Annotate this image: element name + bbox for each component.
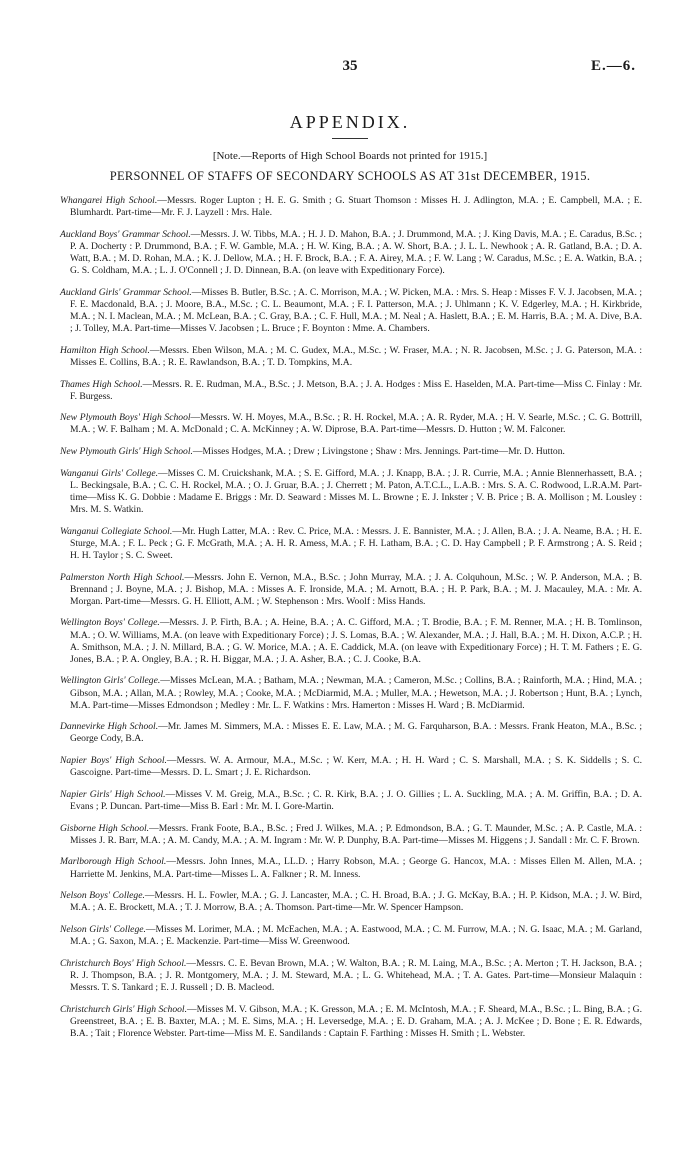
- staff-text: —Messrs. Eben Wilson, M.A. ; M. C. Gudex, M.A., M.Sc. ; W. Fraser, M.A. ; N. R. Jacobsen, M.Sc. ; J. G. Paterson, M.A. : Misses E. Collins, B.A. ; R. E. Rawlandson, B.A. ; T. D. Tompkins, M.A.: [70, 344, 642, 368]
- school-entry: [60, 924, 642, 948]
- school-name: Whangarei High School.: [60, 195, 158, 206]
- school-entry: [60, 823, 642, 847]
- staff-text: —Misses V. M. Greig, M.A., B.Sc. ; C. R. Kirk, B.A. ; J. O. Gillies ; L. A. Suckling, M.A. ; A. M. Griffin, B.A. ; D. A. Evans ; P. Duncan. Part-time—Miss B. Earl : Mr. M. I. Gore-Martin.: [70, 788, 642, 812]
- school-entry: [60, 572, 642, 608]
- staff-text: —Mr. James M. Simmers, M.A. : Misses E. E. Law, M.A. ; M. G. Farquharson, B.A. : Messrs. Frank Heaton, M.A., B.Sc. ; George Cody, B.A.: [70, 721, 642, 745]
- school-entry: [60, 721, 642, 745]
- school-name: Auckland Girls' Grammar School.: [60, 286, 192, 298]
- staff-text: —Misses Hodges, M.A. ; Drew ; Livingstone ; Shaw : Mrs. Jennings. Part-time—Mr. D. Hutton.: [192, 446, 565, 458]
- school-entry: [60, 195, 642, 219]
- school-entry: [60, 468, 642, 516]
- staff-text: —Messrs. W. A. Armour, M.A., M.Sc. ; W. Kerr, M.A. ; H. H. Ward ; C. S. Marshall, M.A. ; S. K. Siddells ; S. C. Gascoigne. Part-time—Messrs. D. L. Smart ; J. E. Richardson.: [70, 755, 642, 779]
- staff-text: —Misses C. M. Cruickshank, M.A. ; S. E. Gifford, M.A. ; J. Knapp, B.A. ; J. R. Currie, M.A. ; Annie Blennerhassett, B.A. ; L. Beckingsale, B.A. ; C. C. H. Rockel, M.A. ; O. J. Gruar, B.A. ; J. Cherrett ; M. Paton, A.T.C.L., L.A.B. : Mrs. S. A. C. Rodwood, L.R.A.M. Part-time—Miss K. G. Dobbie : Madame E. Briggs : Mr. D. Seaward : Misses M. L. Browne ; E. J. Inkster ; V. B. Price ; B. A. Mollison ; M. Lousley : Mrs. M. S. Watkin.: [70, 467, 642, 516]
- school-name: Wellington Boys' College.: [60, 617, 160, 629]
- staff-text: —Messrs. H. L. Fowler, M.A. ; G. J. Lancaster, M.A. ; C. H. Broad, B.A. ; J. G. McKay, B.A. ; H. P. Kidson, M.A. ; J. W. Bird, M.A. ; A. E. Brockett, M.A. ; T. J. Morrow, B.A. ; A. Thomson. Part-time—Mr. W. Spencer Hampson.: [70, 890, 642, 914]
- staff-text: —Messrs. John Innes, M.A., LL.D. ; Harry Robson, M.A. ; George G. Hancox, M.A. : Misses Ellen M. Allen, M.A. ; Harriette M. Jenkins, M.A. Part-time—Misses L. A. Falkner ; R. M. Inness.: [70, 856, 643, 880]
- school-entry: [60, 229, 642, 277]
- school-name: Dannevirke High School.: [60, 721, 159, 733]
- school-name: Nelson Girls' College.: [60, 924, 146, 935]
- school-name: Napier Boys' High School.: [60, 755, 167, 767]
- staff-text: —Mr. Hugh Latter, M.A. : Rev. C. Price, M.A. : Messrs. J. E. Bannister, M.A. ; J. Allen, B.A. ; J. A. Neame, B.A. ; H. E. Sturge, M.A. ; F. L. Peck ; G. F. McGrath, M.A. ; A. H. R. Amess, M.A. ; F. H. Latham, B.A. ; C. D. Hay Campbell ; P. F. Armstrong ; A. S. Reid ; H. H. Taylor ; S. C. Sweet.: [70, 525, 642, 561]
- school-entry: [60, 789, 642, 813]
- school-name: Wanganui Collegiate School.: [60, 525, 173, 537]
- staff-text: —Messrs. W. H. Moyes, M.A., B.Sc. ; R. H. Rockel, M.A. ; A. R. Ryder, M.A. ; H. V. Searle, M.Sc. ; C. G. Bottrill, M.A. ; W. F. Balham ; M. A. McDonald ; C. A. McKinney ; A. W. Diprose, B.A. Part-time—Messrs. D. Hutton ; W. M. Falconer.: [70, 412, 643, 436]
- staff-text: —Messrs. R. E. Rudman, M.A., B.Sc. ; J. Metson, B.A. ; J. A. Hodges : Miss E. Haselden, M.A. Part-time—Miss C. Finlay : Mr. F. Burgess.: [70, 378, 642, 402]
- school-name: New Plymouth Girls' High School.: [60, 446, 193, 458]
- staff-text: —Messrs. J. P. Firth, B.A. ; A. Heine, B.A. ; A. C. Gifford, M.A. ; T. Brodie, B.A. ; F. M. Renner, M.A. ; H. B. Tomlinson, M.A. ; O. W. Williams, M.A. (on leave with Expeditionary Force) ; J. S. Lomas, B.A. ; W. Alexander, M.A. ; J. Hall, B.A. ; M. H. Dixon, A.C.P. ; H. A. Smithson, M.A. ; J. N. Millard, B.A. ; G. W. Morice, M.A. ; A. E. Caddick, M.A. (on leave with Expeditionary Force) ; H. T. M. Fathers ; E. G. Jones, B.A. ; P. A. Ongley, B.A. ; R. H. Biggar, M.A. ; J. A. Asher, B.A. ; C. J. Cooke, B.A.: [70, 617, 642, 665]
- school-entry: [60, 755, 642, 779]
- staff-text: —Misses M. Lorimer, M.A. ; M. McEachen, M.A. ; A. Eastwood, M.A. ; C. M. Furrow, M.A. ; N. G. Isaac, M.A. ; M. Garland, M.A. ; G. Saxon, M.A. ; E. Mackenzie. Part-time—Miss W. Greenwood.: [70, 924, 642, 948]
- title-rule: [332, 138, 368, 139]
- school-name: New Plymouth Boys' High School: [60, 412, 191, 424]
- school-entry: [60, 890, 642, 914]
- staff-text: —Misses M. V. Gibson, M.A. ; K. Gresson, M.A. ; E. M. McIntosh, M.A. ; F. Sheard, M.A., B.Sc. ; L. Bing, B.A. ; G. Greenstreet, B.A. ; E. B. Baxter, M.A. ; M. E. Sims, M.A. ; H. Leversedge, M.A. ; E. D. Graham, M.A. ; A. J. McKee ; D. Bone ; E. R. Edwards, B.A. ; Tait ; Florence Webster. Part-time—Miss M. E. Sandilands : Captain F. Farthing : Misses H. Smith ; L. Webster.: [70, 1003, 642, 1039]
- school-entry: [60, 345, 642, 369]
- page-title: APPENDIX.: [289, 112, 411, 132]
- school-name: Palmerston North High School.: [60, 571, 185, 583]
- staff-text: —Messrs. J. W. Tibbs, M.A. ; H. J. D. Mahon, B.A. ; J. Drummond, M.A. ; J. King Davis, M.A. ; E. Caradus, B.Sc. ; P. A. Docherty : P. Drummond, B.A. ; F. W. Gamble, M.A. ; H. W. King, B.A. ; A. W. Short, B.A. ; J. L. L. Newhook ; A. R. Gatland, B.A. ; D. A. Watt, B.A. ; M. D. Rohan, M.A. ; K. J. Dellow, M.A. ; H. F. Brock, B.A. ; F. A. Airey, M.A. ; F. W. Lang ; W. Caradus, M.Sc. ; E. A. Watkin, B.A. ; G. S. Coldham, M.A. ; L. J. O'Connell ; J. D. Dinnean, B.A. (on leave with Expeditionary Force).: [70, 228, 643, 277]
- staff-list: [60, 195, 642, 1046]
- school-entry: [60, 379, 642, 403]
- school-entry: [60, 1004, 642, 1040]
- school-entry: [60, 617, 642, 665]
- page-number: 35: [342, 58, 358, 74]
- staff-text: —Messrs. C. E. Bevan Brown, M.A. ; W. Walton, B.A. ; R. M. Laing, M.A., B.Sc. ; A. Merton ; T. H. Jackson, B.A. ; R. J. Thompson, B.A. ; J. R. Montgomery, M.A. ; J. M. Steward, M.A. ; L. G. Whitehead, M.A. ; T. A. Gates. Part-time—Monsieur Malaquin : Messrs. T. S. Tankard ; E. J. Russell ; D. B. Macleod.: [70, 957, 642, 993]
- school-entry: [60, 287, 642, 335]
- school-entry: [60, 856, 642, 880]
- school-name: Christchurch Boys' High School.: [60, 957, 187, 969]
- school-name: Wellington Girls' College.: [60, 675, 161, 687]
- school-entry: [60, 526, 642, 562]
- school-name: Napier Girls' High School.: [60, 788, 166, 800]
- school-name: Gisborne High School.: [60, 822, 150, 834]
- school-name: Christchurch Girls' High School.: [60, 1003, 187, 1015]
- page-reference: E.—6.: [590, 58, 636, 74]
- school-name: Nelson Boys' College.: [60, 890, 145, 902]
- school-name: Marlborough High School.: [60, 856, 167, 868]
- section-heading: PERSONNEL OF STAFFS OF SECONDARY SCHOOLS AS AT 31st DECEMBER, 1915.: [109, 169, 591, 183]
- school-entry: [60, 675, 642, 711]
- school-name: Hamilton High School.: [60, 344, 150, 356]
- staff-text: —Misses McLean, M.A. ; Batham, M.A. ; Newman, M.A. ; Cameron, M.Sc. ; Collins, B.A. ; Rainforth, M.A. ; Hind, M.A. ; Gibson, M.A. ; Allan, M.A. ; Rowley, M.A. ; Cooke, M.A. ; McDiarmid, M.A. ; Muller, M.A. ; Hewetson, M.A. ; J. Robertson ; Hunt, B.A. ; Lynch, M.A. Part-time—Misses Edmondson ; Medley : Mr. L. F. Watkins : Mrs. Hamerton : Misses H. Ward ; B. McDiarmid.: [70, 675, 642, 711]
- staff-text: —Messrs. John E. Vernon, M.A., B.Sc. ; John Murray, M.A. ; J. A. Colquhoun, M.Sc. ; W. P. Anderson, M.A. ; B. Brennand ; J. Boyne, M.A. ; J. Bishop, M.A. : Misses A. F. Ironside, M.A. ; M. Arnott, B.A. ; H. P. Park, B.A. ; M. J. Macauley, M.A. : Mr. A. Morgan. Part-time—Messrs. G. H. Elliott, A.M. ; W. Stephenson : Mrs. Woolf : Miss Hands.: [70, 571, 642, 607]
- school-name: Wanganui Girls' College.: [60, 467, 158, 479]
- school-name: Thames High School.: [60, 378, 143, 390]
- editorial-note: [Note.—Reports of High School Boards not printed for 1915.]: [212, 150, 488, 162]
- school-name: Auckland Boys' Grammar School.: [60, 228, 191, 240]
- school-entry: [60, 446, 642, 458]
- staff-text: —Messrs. Roger Lupton ; H. E. G. Smith ; G. Stuart Thomson : Misses H. J. Adlington, M.A. ; E. Campbell, M.A. ; E. Blumhardt. Part-time—Mr. F. J. Layzell : Mrs. Hale.: [70, 195, 642, 219]
- school-entry: [60, 958, 642, 994]
- staff-text: —Misses B. Butler, B.Sc. ; A. C. Morrison, M.A. ; W. Picken, M.A. : Mrs. S. Heap : Misses F. V. J. Jacobsen, M.A. ; F. E. Macdonald, B.A. ; J. Moore, B.A., M.Sc. ; C. L. Beaumont, M.A. ; F. I. Patterson, M.A. ; J. Uhlmann ; K. V. Edgerley, M.A. ; H. Kirkbride, M.A. ; N. I. Maclean, M.A. ; M. McLean, B.A. ; C. Gray, B.A. ; C. F. Hull, M.A. ; M. Neal ; A. Haslett, B.A. ; E. M. Harris, B.A. ; M. A. Dive, B.A. ; J. Tolley, M.A. Part-time—Misses V. Jacobsen ; L. Bruce ; F. Boynton : Mme. A. Chambers.: [70, 286, 642, 335]
- staff-text: —Messrs. Frank Foote, B.A., B.Sc. ; Fred J. Wilkes, M.A. ; P. Edmondson, B.A. ; G. T. Maunder, M.Sc. ; A. P. Castle, M.A. : Misses J. R. Barr, M.A. ; A. M. Candy, M.A. ; A. M. Ingram : Mr. W. P. Dunphy, B.A. Part-time—Misses M. Higgens ; J. Sandall : Mr. C. F. Brown.: [70, 822, 642, 846]
- school-entry: [60, 412, 642, 436]
